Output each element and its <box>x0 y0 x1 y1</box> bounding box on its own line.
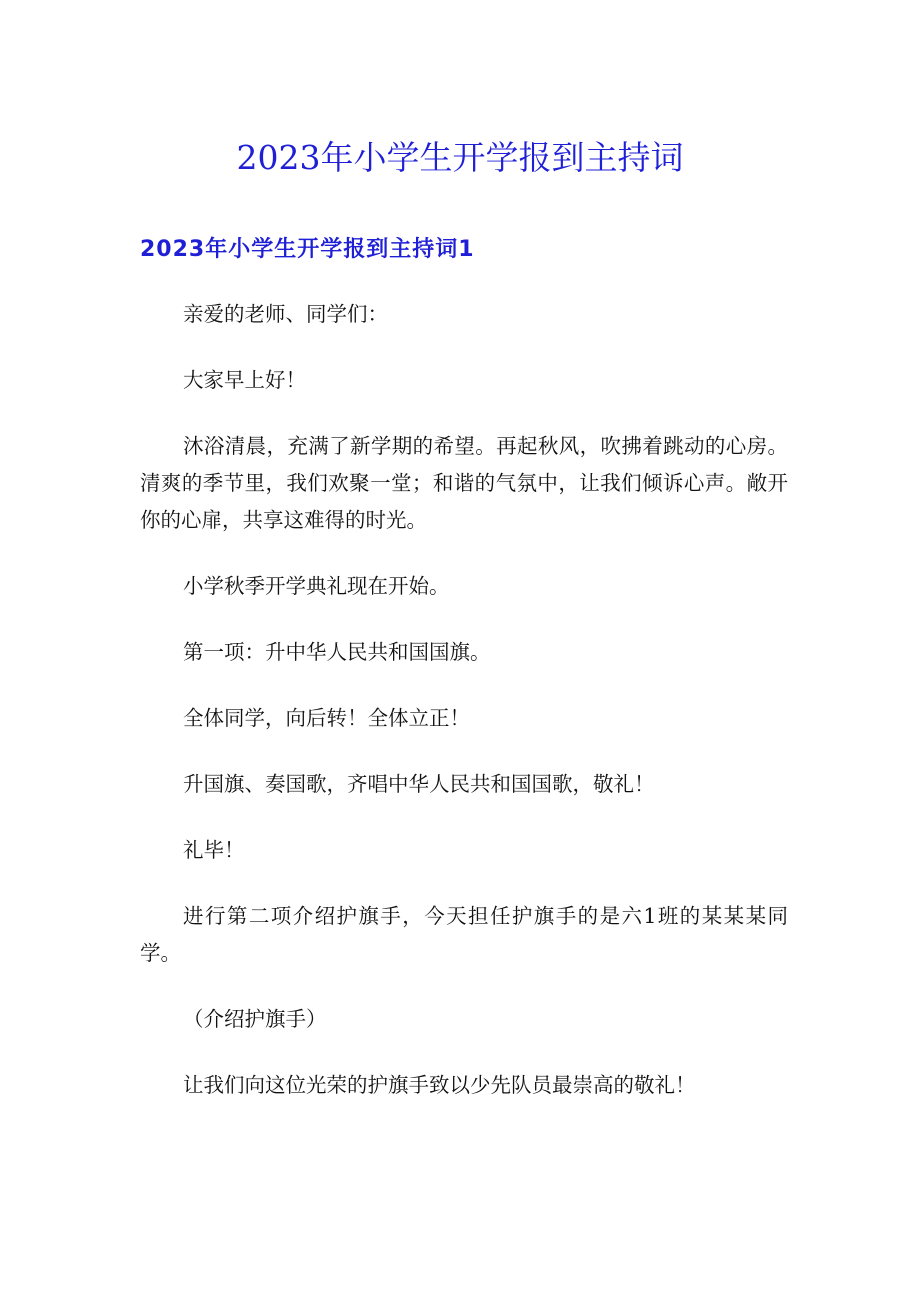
paragraph-introduce: （介绍护旗手） <box>183 1007 327 1031</box>
paragraph-item-one: 第一项：升中华人民共和国国旗。 <box>183 640 491 664</box>
paragraph-ceremony-start: 小学秋季开学典礼现在开始。 <box>183 574 450 598</box>
document-body <box>140 296 788 1133</box>
paragraph-salute-guard: 让我们向这位光荣的护旗手致以少先队员最崇高的敬礼！ <box>183 1073 696 1097</box>
paragraph-greeting: 亲爱的老师、同学们： <box>183 302 389 326</box>
paragraph-turn-around: 全体同学，向后转！全体立正！ <box>183 706 471 730</box>
paragraph-good-morning: 大家早上好！ <box>183 368 307 392</box>
section-heading: 2023年小学生开学报到主持词1 <box>140 237 475 262</box>
paragraph-salute-end: 礼毕！ <box>183 838 245 862</box>
document-title: 2023年小学生开学报到主持词 <box>236 138 684 177</box>
paragraph-opening: 沐浴清晨，充满了新学期的希望。再起秋风，吹拂着跳动的心房。清爽的季节里，我们欢聚一堂；和谐的气氛中，让我们倾诉心声。敞开你的心扉，共享这难得的时光。 <box>140 434 788 532</box>
paragraph-item-two: 进行第二项介绍护旗手，今天担任护旗手的是六1班的某某某同学。 <box>140 904 788 965</box>
paragraph-anthem: 升国旗、奏国歌，齐唱中华人民共和国国歌，敬礼！ <box>183 772 655 796</box>
